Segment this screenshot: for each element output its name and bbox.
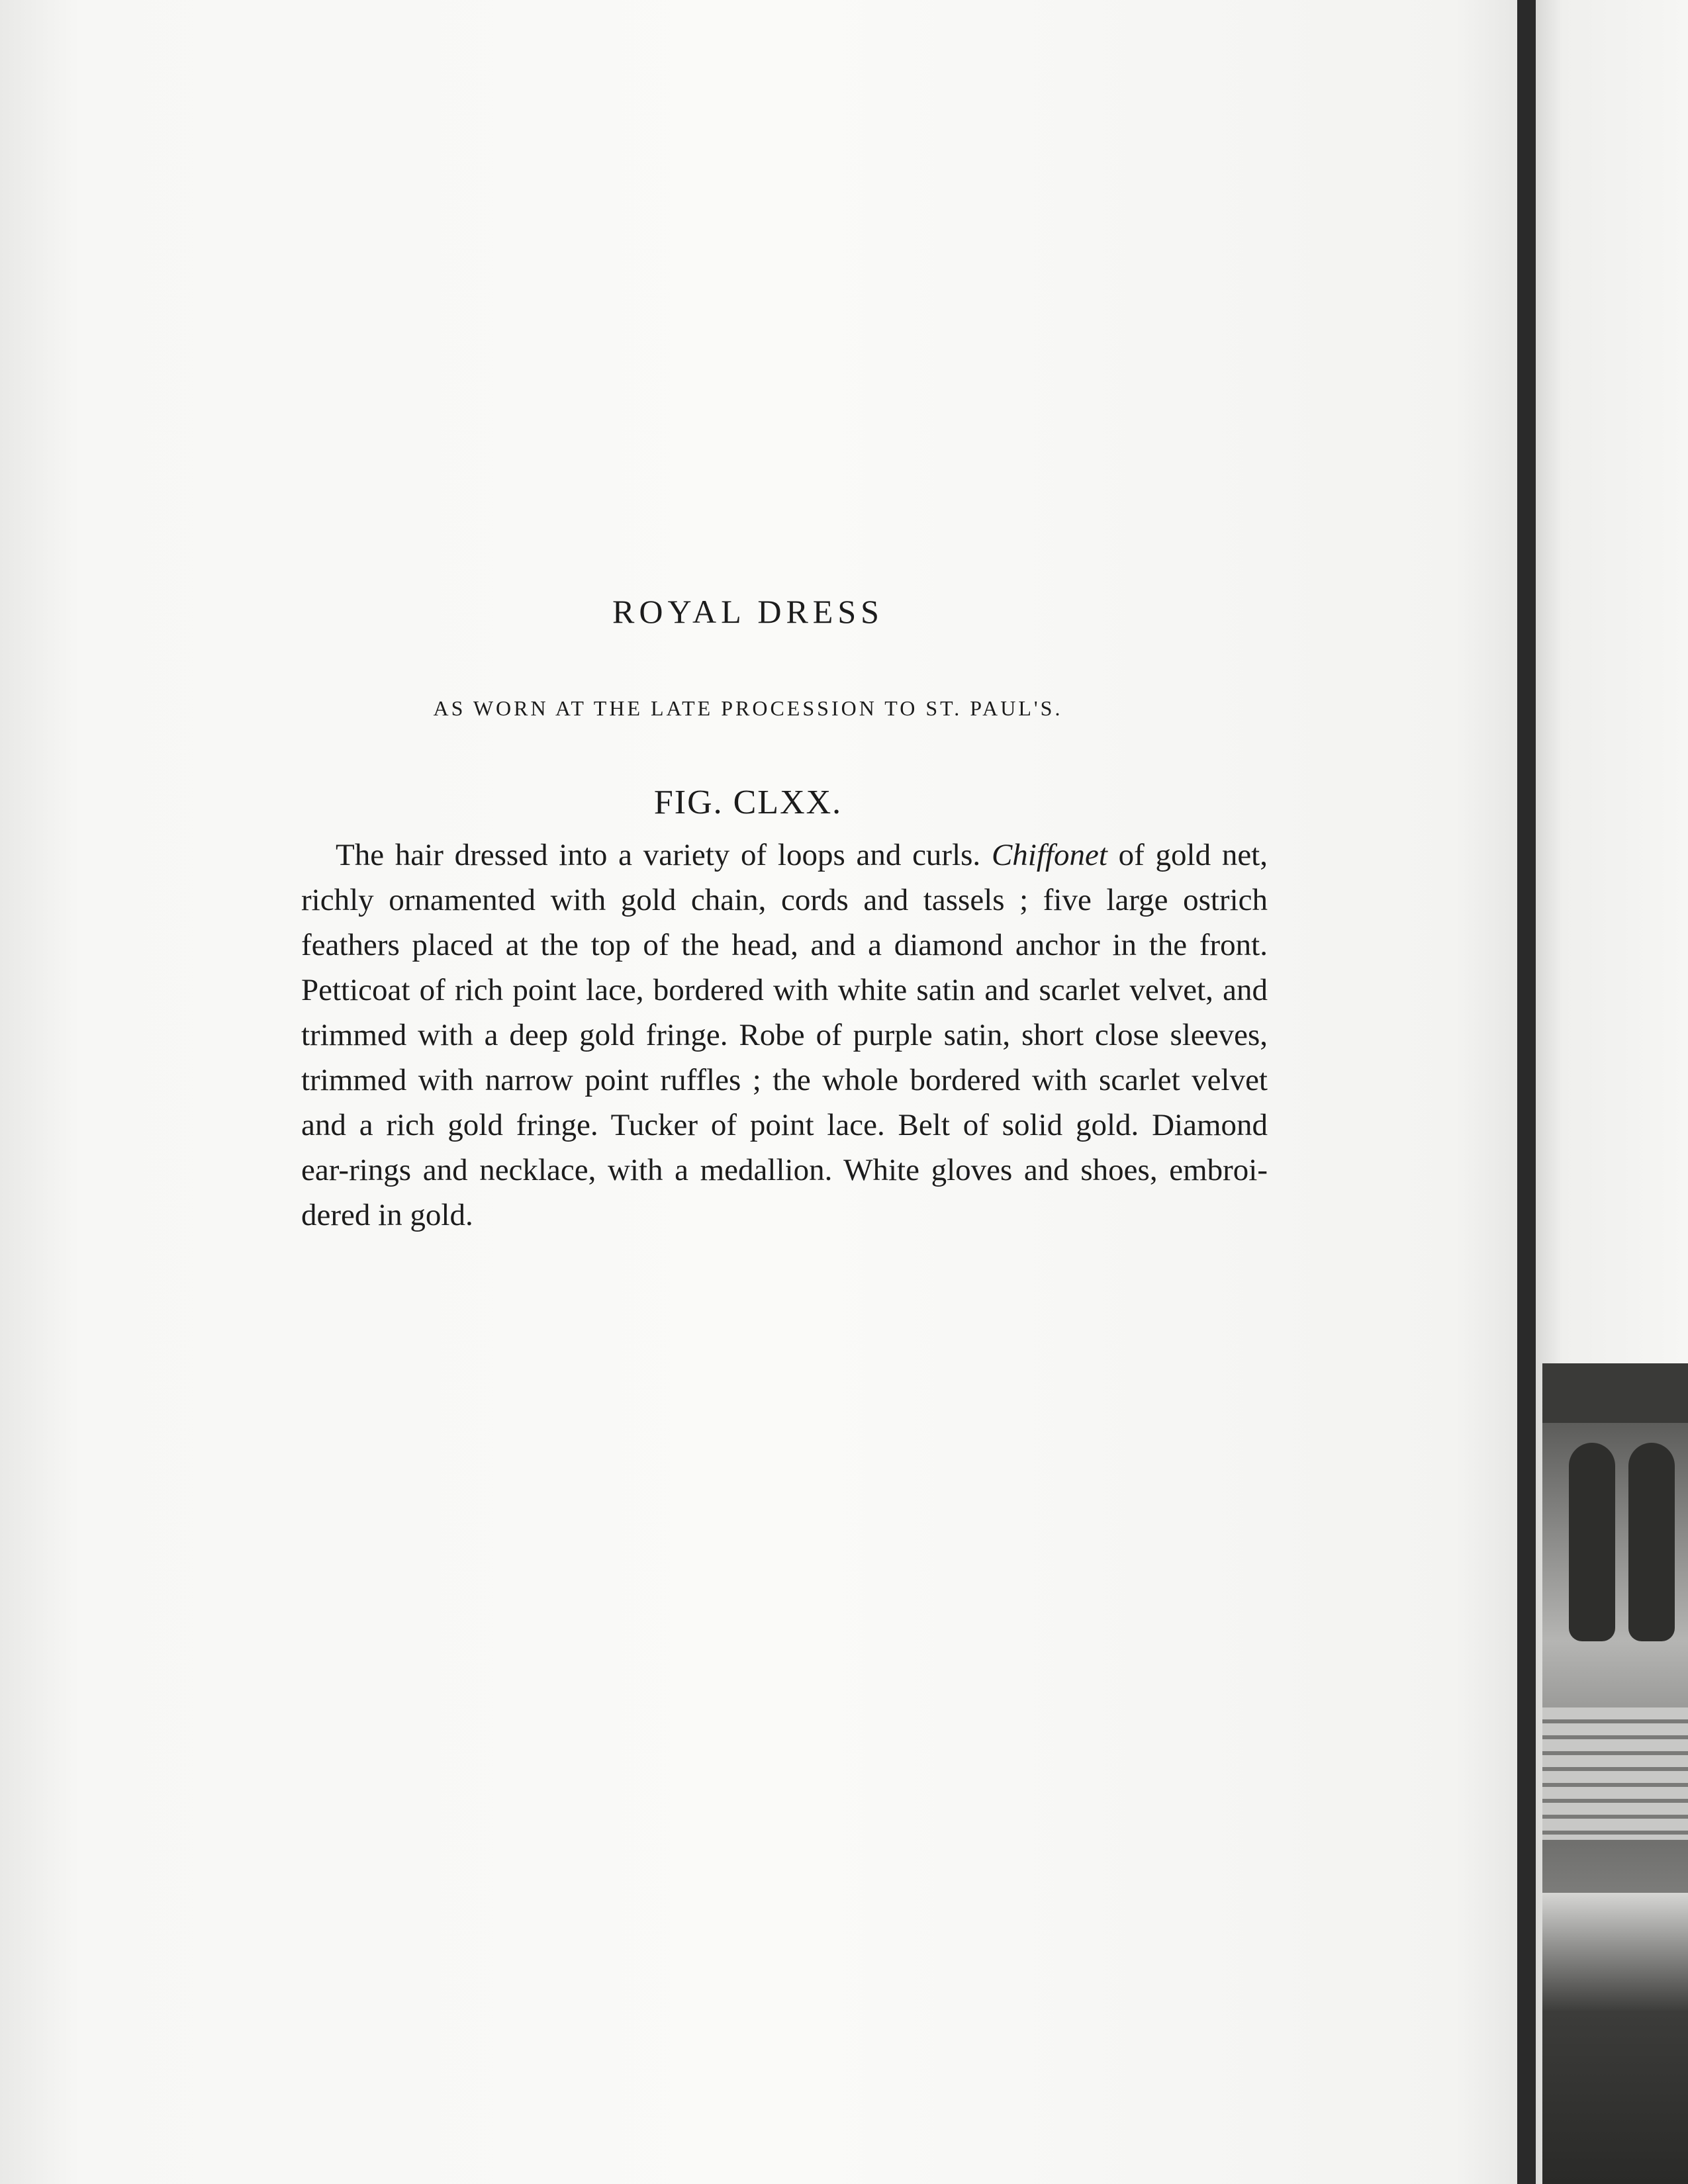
description-line-6: trimmed with narrow point ruffles ; the whole bordered with scarlet velvet [301,1063,1268,1097]
description-paragraph [301,833,1268,1238]
page-subtitle: AS WORN AT THE LATE PROCESSION TO ST. PAUL'S. [433,696,1063,720]
balustrade-rail [1542,1363,1688,1423]
description-line-7: and a rich gold fringe. Tucker of point lace. Belt of solid gold. Diamond [301,1108,1268,1142]
description-line-4: Petticoat of rich point lace, bordered with white satin and scarlet velvet, and [301,973,1268,1007]
line-1-part-2: of gold net, [1107,838,1268,872]
description-line-9: dered in gold. [301,1198,473,1232]
plate-floor-steps [1542,1707,1688,1840]
plate-dark-lower-area [1542,1893,1688,2184]
baluster-right [1628,1443,1675,1641]
page-title: ROYAL DRESS [612,593,884,630]
description-line-2: richly ornamented with gold chain, cords and tassels ; five large ostrich [301,883,1268,917]
figure-label: FIG. CLXX. [653,784,843,821]
book-spine-shadow [1517,0,1536,2184]
description-line-5: trimmed with a deep gold fringe. Robe of purple satin, short close sleeves, [301,1018,1268,1052]
description-line-1 [301,833,1268,878]
description-line-8: ear-rings and necklace, with a medallion. White gloves and shoes, embroi- [301,1153,1268,1187]
description-line-3: feathers placed at the top of the head, and a diamond anchor in the front. [301,928,1268,962]
line-1-part-1: The hair dressed into a variety of loops and curls. [336,838,992,872]
line-1-italic-term: Chiffonet [991,838,1107,872]
baluster-left [1569,1443,1615,1641]
